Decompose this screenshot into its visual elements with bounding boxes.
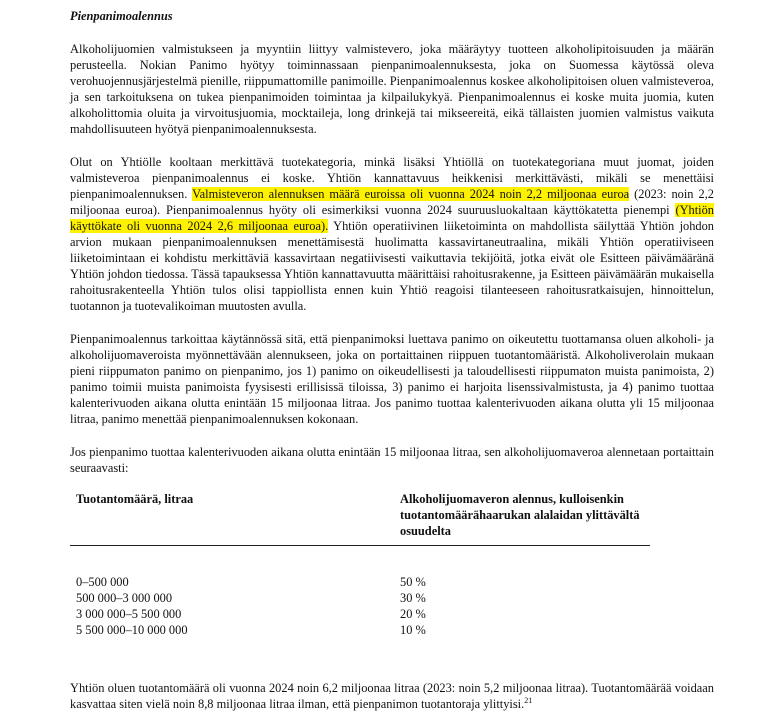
table-cell-discount: 10 % (400, 623, 426, 637)
paragraph-profitability (70, 154, 714, 314)
highlighted-text: Valmisteveron alennuksen määrä euroissa oli vuonna 2024 noin 2,2 miljoonaa euroa (192, 187, 630, 201)
section-heading: Pienpanimoalennus (70, 9, 173, 23)
table-cell-discount: 50 % (400, 575, 426, 589)
paragraph-text: Yhtiön operatiivinen liiketoiminta on mahdollista säilyttää Yhtiön johdon arvion mukaan pienpanimoalennuksen menettämisestä huolimatta kassavirtaneutraalina, mikäli Yhtiön operatiiviseen liiketoimintaan ei kohdistu merkittäviä kassavirtaan negatiivisesti vaikuttavia tekijöitä, jotka eivät ole Esitteen päivämääränä Yhtiön johdon tiedossa. Tässä tapauksessa Yhtiön kannattavuutta määrittäisi rahoitusrakenne, ja Esitteen päivämäärän mukaisella rahoitusrakenteella Yhtiön tulos olisi tappiollista ennen kuin Yhtiö reagoisi tilanteeseen rahoitusratkaisujen, hinnoittelun, tuotannon ja tuotevalikoiman muutosten avulla. (70, 219, 714, 313)
paragraph-text: Yhtiön oluen tuotantomäärä oli vuonna 2024 noin 6,2 miljoonaa litraa (2023: noin 5,2 miljoonaa litraa). Tuotantomäärää voidaan kasvattaa siten vielä noin 8,8 miljoonaa litraa ilman, että pienpanimon tuotantoraja ylittyisi. (70, 681, 714, 711)
table-row (70, 622, 650, 638)
table-cell-discount: 20 % (400, 607, 426, 621)
highlighted-text: (Yhtiön käyttökate oli vuonna 2024 2,6 miljoonaa euroa). (70, 203, 714, 233)
table-cell-discount: 30 % (400, 591, 426, 605)
footnote-reference[interactable]: 21 (524, 695, 533, 705)
table-cell-range: 0–500 000 (76, 575, 129, 589)
table-cell-range: 3 000 000–5 500 000 (76, 607, 182, 621)
table-header-discount: Alkoholijuomaveron alennus, kulloisenkin tuotantomäärähaarukan alalaidan ylittävältä osuudelta (400, 491, 650, 546)
discount-table (70, 491, 650, 638)
table-row (70, 606, 650, 622)
table-cell-range: 5 500 000–10 000 000 (76, 623, 188, 637)
table-row (70, 590, 650, 606)
table-cell-range: 500 000–3 000 000 (76, 591, 173, 605)
paragraph-production-volume (70, 680, 714, 712)
paragraph-text: (2023: noin 2,2 miljoonaa euroa). Pienpanimoalennus hyöty oli esimerkiksi vuonna 2024 suuruusluokaltaan käyttökatetta pienempi (70, 187, 714, 217)
paragraph-definition: Pienpanimoalennus tarkoittaa käytännössä sitä, että pienpanimoksi luettava panimo on oikeutettu tuottamansa oluen alkoholi- ja alkoholijuomaveroista myönnettävään alennukseen, joka on portaittainen riippuen tuotantomääristä. Alkoholiverolain mukaan pieni riippumaton panimo on pienpanimo, jos 1) panimo on oikeudellisesti ja taloudellisesti riippumaton muista panimoista, 2) panimo toimii muista panimoista fyysisesti erillisissä tiloissa, 3) panimo ei harjoita lisenssivalmistusta, ja 4) panimo tuottaa kalenterivuoden aikana olutta enintään 15 miljoonaa litraa. Jos panimo tuottaa kalenterivuoden aikana olutta yli 15 miljoonaa litraa, panimo menettää pienpanimoalennuksen kokonaan. (70, 332, 714, 426)
paragraph-table-intro: Jos pienpanimo tuottaa kalenterivuoden aikana olutta enintään 15 miljoonaa litraa, sen alkoholijuomaveroa alennetaan portaittain seuraavasti: (70, 445, 714, 475)
table-header-volume: Tuotantomäärä, litraa (70, 491, 400, 546)
paragraph-text: Olut on Yhtiölle kooltaan merkittävä tuotekategoria, minkä lisäksi Yhtiöllä on tuotekategoriana muut juomat, joiden valmisteveroa pienpanimoalennus ei koske. Yhtiön kannattavuus heikkenisi merkittävästi, mikäli se menettäisi pienpanimoalennuksen. (70, 155, 714, 201)
paragraph-intro: Alkoholijuomien valmistukseen ja myyntiin liittyy valmistevero, joka määräytyy tuotteen alkoholipitoisuuden ja määrän perusteella. Nokian Panimo hyötyy toiminnassaan pienpanimoalennuksesta, joka on Suomessa käytössä oleva verohuojennusjärjestelmä pienille, riippumattomille panimoille. Pienpanimoalennus koskee alkoholipitoisen oluen valmisteveroa, ja sen tarkoituksena on tukea pienpanimoiden toimintaa ja kilpailukykyä. Pienpanimoalennus ei koske muita juomia, kuten alkoholittomia oluita ja virvoitusjuomia, mocktaileja, long drinkejä tai mikseereitä, eikä tällaisten juomien valmistus vaikuta mahdollisuuteen hyötyä pienpanimoalennuksesta. (70, 42, 714, 136)
table-header-row (70, 491, 650, 546)
table-row (70, 546, 650, 591)
